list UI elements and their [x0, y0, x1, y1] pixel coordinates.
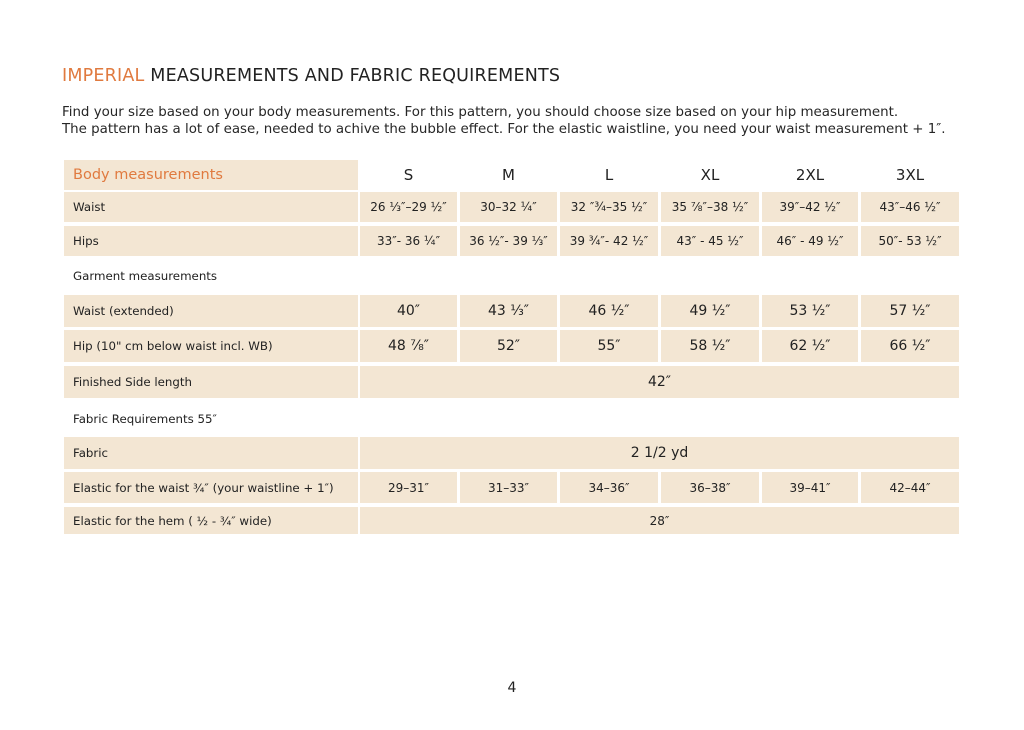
- hips-xl: 43″ - 45 ½″: [661, 226, 759, 256]
- waist-ext-s: 40″: [360, 295, 457, 327]
- size-header-2xl: 2XL: [795, 166, 825, 184]
- size-header-l: L: [604, 166, 614, 184]
- size-header-xl: XL: [700, 166, 720, 184]
- side-length-value: 42″: [360, 366, 959, 398]
- hips-3xl: 50″- 53 ½″: [861, 226, 959, 256]
- row-label-hip: Hip (10" cm below waist incl. WB): [64, 330, 358, 362]
- hip-xl: 58 ½″: [661, 330, 759, 362]
- size-header-3xl: 3XL: [895, 166, 925, 184]
- elastic-waist-2xl: 39–41″: [762, 472, 858, 503]
- page-title: [62, 66, 560, 86]
- waist-ext-2xl: 53 ½″: [762, 295, 858, 327]
- row-label-elastic-waist: Elastic for the waist ¾″ (your waistline + 1″): [64, 472, 358, 503]
- waist-3xl: 43″–46 ½″: [861, 192, 959, 222]
- hip-l: 55″: [560, 330, 658, 362]
- intro-text: [62, 104, 946, 138]
- hip-3xl: 66 ½″: [861, 330, 959, 362]
- waist-xl: 35 ⅞″–38 ½″: [661, 192, 759, 222]
- elastic-waist-m: 31–33″: [460, 472, 557, 503]
- header-body-measurements: Body measurements: [64, 160, 358, 190]
- row-label-fabric: Fabric: [64, 437, 358, 469]
- waist-ext-3xl: 57 ½″: [861, 295, 959, 327]
- waist-ext-l: 46 ½″: [560, 295, 658, 327]
- elastic-waist-3xl: 42–44″: [861, 472, 959, 503]
- size-header-s: S: [403, 166, 414, 184]
- elastic-waist-s: 29–31″: [360, 472, 457, 503]
- elastic-hem-value: 28″: [360, 507, 959, 534]
- waist-l: 32 ″¾–35 ½″: [560, 192, 658, 222]
- elastic-waist-l: 34–36″: [560, 472, 658, 503]
- title-accent: IMPERIAL: [62, 66, 145, 86]
- waist-s: 26 ⅓″–29 ½″: [360, 192, 457, 222]
- waist-2xl: 39″–42 ½″: [762, 192, 858, 222]
- row-label-waist: Waist: [64, 192, 358, 222]
- section-fabric-requirements: Fabric Requirements 55″: [73, 412, 217, 426]
- section-garment-measurements: Garment measurements: [73, 269, 218, 283]
- hips-l: 39 ¾″- 42 ½″: [560, 226, 658, 256]
- intro-line-2: The pattern has a lot of ease, needed to achive the bubble effect. For the elastic waistline, you need your waist measurement + 1″.: [62, 122, 946, 137]
- row-label-waist-extended: Waist (extended): [64, 295, 358, 327]
- hips-m: 36 ½″- 39 ⅓″: [460, 226, 557, 256]
- hip-2xl: 62 ½″: [762, 330, 858, 362]
- row-label-side-length: Finished Side length: [64, 366, 358, 398]
- fabric-value: 2 1/2 yd: [360, 437, 959, 469]
- row-label-hips: Hips: [64, 226, 358, 256]
- waist-ext-m: 43 ⅓″: [460, 295, 557, 327]
- hips-2xl: 46″ - 49 ½″: [762, 226, 858, 256]
- elastic-waist-xl: 36–38″: [661, 472, 759, 503]
- hip-m: 52″: [460, 330, 557, 362]
- size-header-m: M: [502, 166, 515, 184]
- title-rest: MEASUREMENTS AND FABRIC REQUIREMENTS: [144, 66, 561, 86]
- hips-s: 33″- 36 ¼″: [360, 226, 457, 256]
- waist-m: 30–32 ¼″: [460, 192, 557, 222]
- intro-line-1: Find your size based on your body measurements. For this pattern, you should choose size based on your hip measurement.: [62, 105, 899, 120]
- row-label-elastic-hem: Elastic for the hem ( ½ - ¾″ wide): [64, 507, 358, 534]
- hip-s: 48 ⅞″: [360, 330, 457, 362]
- waist-ext-xl: 49 ½″: [661, 295, 759, 327]
- page-number: 4: [507, 680, 517, 696]
